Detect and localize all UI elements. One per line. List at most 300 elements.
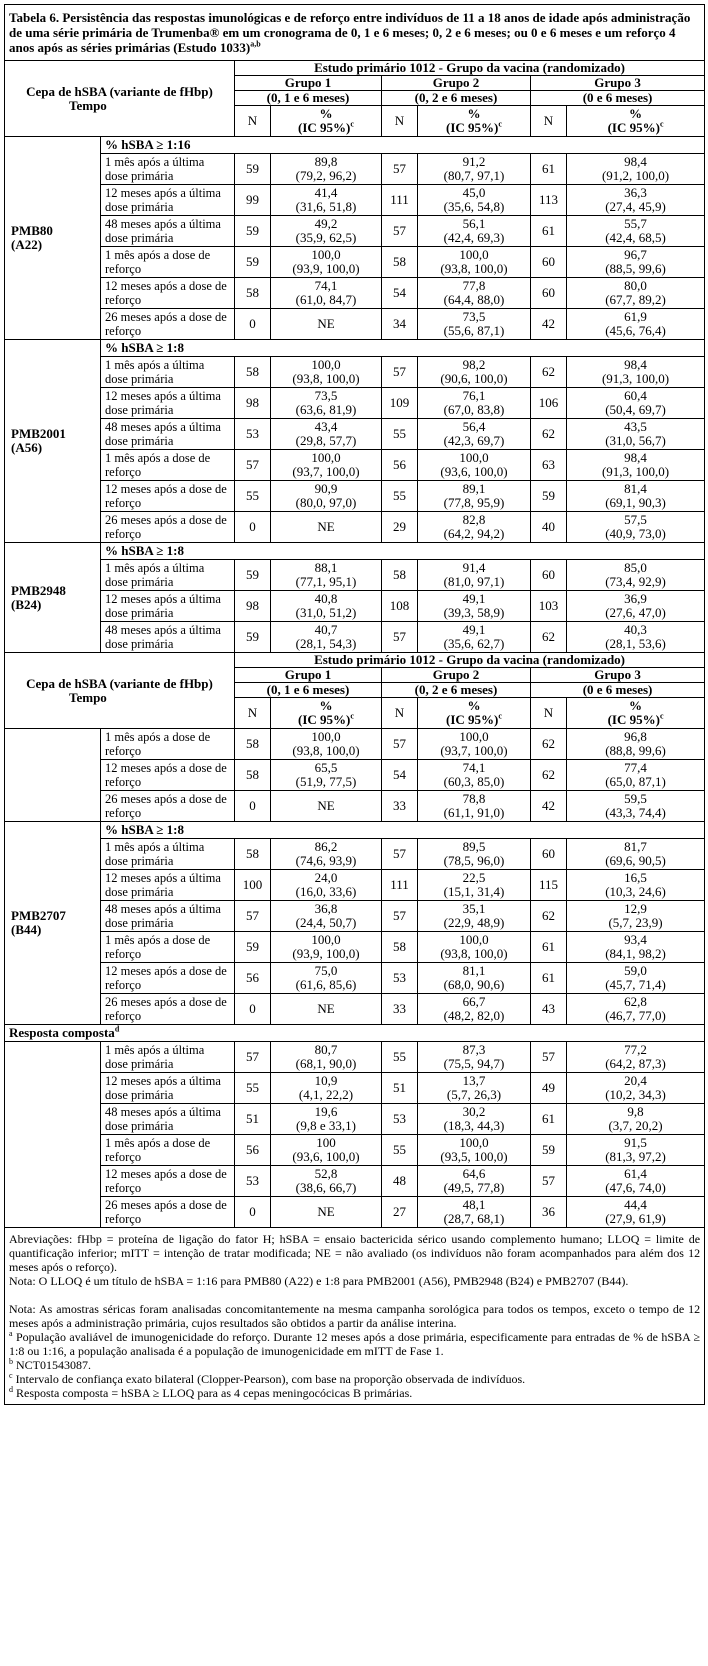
table-row: [5, 419, 705, 450]
ci-value: (79,2, 96,2): [295, 168, 357, 183]
ci-value: (45,7, 71,4): [605, 977, 666, 992]
criterion-label: % hSBA ≥ 1:8: [101, 340, 705, 357]
n-value-cell: 60: [531, 247, 567, 278]
composite-label-cell: [5, 1025, 705, 1042]
group-name-header: Grupo 2: [382, 76, 531, 91]
n-value-cell: 62: [531, 901, 567, 932]
ci-value: (9,8 e 33,1): [296, 1118, 356, 1133]
percent-value: 100: [316, 1135, 336, 1150]
group-name-header: Grupo 3: [531, 76, 705, 91]
ci-value: (50,4, 69,7): [605, 402, 666, 417]
ci-value: (93,8, 100,0): [292, 371, 360, 386]
percent-ci-cell: [567, 870, 705, 901]
percent-ci-cell: [271, 870, 382, 901]
percent-ci-cell: [418, 278, 531, 309]
n-value-cell: 57: [382, 216, 418, 247]
percent-ci-cell: [418, 591, 531, 622]
percent-value: 98,2: [462, 357, 486, 372]
ci-value: (45,6, 76,4): [605, 323, 666, 338]
table-row: [5, 388, 705, 419]
percent-ci-cell: [567, 760, 705, 791]
n-value-cell: 55: [382, 1042, 418, 1073]
percent-ci-cell: [271, 450, 382, 481]
ci-value: (29,8, 57,7): [295, 433, 357, 448]
n-value-cell: 34: [382, 309, 418, 340]
percent-ci-cell: [567, 791, 705, 822]
percent-ci-cell: [271, 560, 382, 591]
percent-value: 100,0: [311, 729, 341, 744]
percent-value: 91,5: [624, 1135, 647, 1150]
n-value-cell: 33: [382, 791, 418, 822]
percent-value: 81,4: [624, 481, 647, 496]
percent-value: 80,7: [314, 1042, 338, 1057]
n-value-cell: 57: [382, 357, 418, 388]
n-value-cell: 63: [531, 450, 567, 481]
abbreviations-note: Abreviações: fHbp = proteína de ligação do fator H; hSBA = ensaio bactericida sérico usando complemento humano; LLOQ = limite de quantificação inferior; mITT = intenção de tratar modificada; NE = não avaliado (os indivíduos não foram acompanhados para além dos 12 meses após o reforço).: [9, 1232, 701, 1274]
ci-value: (91,2, 100,0): [601, 168, 670, 183]
ci-value: (64,2, 94,2): [443, 526, 505, 541]
strain-name: PMB2707: [11, 908, 66, 923]
percent-ci-cell: [418, 622, 531, 653]
table-row: [5, 450, 705, 481]
table-row: [5, 1166, 705, 1197]
table-row: [5, 357, 705, 388]
percent-ci-cell: [271, 1166, 382, 1197]
ci-value: (93,6, 100,0): [440, 464, 508, 479]
ci-value: (43,3, 74,4): [605, 805, 666, 820]
percent-ci-cell: [567, 216, 705, 247]
percent-value: 16,5: [624, 870, 647, 885]
time-point-cell: 1 mês após a dose de reforço: [101, 932, 235, 963]
n-value-cell: 36: [531, 1197, 567, 1228]
document-page: [4, 4, 704, 1405]
percent-value: 49,1: [462, 622, 486, 637]
ci-value: (46,7, 77,0): [605, 1008, 666, 1023]
percent-value: 90,9: [314, 481, 338, 496]
percent-value: 65,5: [314, 760, 338, 775]
percent-ci-cell: [567, 309, 705, 340]
time-point-cell: 1 mês após a última dose primária: [101, 839, 235, 870]
ci-superscript: c: [498, 711, 502, 721]
n-value-cell: 51: [235, 1104, 271, 1135]
footnote-d-text: Resposta composta = hSBA ≥ LLOQ para as 4 cepas meningocócicas B primárias.: [16, 1386, 413, 1400]
ci-value: (88,5, 99,6): [605, 261, 666, 276]
ci-value: (35,6, 54,8): [443, 199, 505, 214]
percent-value: 40,8: [314, 591, 338, 606]
strain-variant: (B44): [11, 922, 42, 937]
time-point-cell: 26 meses após a dose de reforço: [101, 791, 235, 822]
percent-ci-cell: [567, 450, 705, 481]
ci-value: (69,6, 90,5): [605, 853, 666, 868]
percent-value: 59,5: [624, 791, 647, 806]
n-value-cell: 59: [235, 247, 271, 278]
percent-value: 66,7: [462, 994, 486, 1009]
group-schedule-header: (0, 2 e 6 meses): [382, 683, 531, 698]
percent-ci-cell: [567, 994, 705, 1025]
n-value-cell: 57: [382, 901, 418, 932]
strain-variant: (A56): [11, 440, 43, 455]
percent-label: %: [319, 698, 333, 713]
percent-value: 91,4: [462, 560, 486, 575]
percent-ci-cell: [271, 1104, 382, 1135]
percent-ci-cell: [271, 963, 382, 994]
percent-ci-cell: [271, 932, 382, 963]
table-row: [5, 901, 705, 932]
ci-value: (91,3, 100,0): [601, 464, 670, 479]
n-column-header: N: [531, 698, 567, 729]
ci-value: (15,1, 31,4): [443, 884, 505, 899]
ci-value: (73,4, 92,9): [605, 574, 666, 589]
ci-value: (91,3, 100,0): [601, 371, 670, 386]
percent-value: 61,9: [624, 309, 647, 324]
table-row: [5, 560, 705, 591]
ci-value: (38,6, 66,7): [295, 1180, 357, 1195]
percent-value: NE: [317, 798, 335, 813]
ci-value: (27,9, 61,9): [605, 1211, 666, 1226]
criterion-row: [5, 137, 705, 154]
percent-ci-cell: [567, 729, 705, 760]
time-point-cell: 12 meses após a dose de reforço: [101, 278, 235, 309]
percent-ci-cell: [567, 963, 705, 994]
ci-value: (65,0, 87,1): [605, 774, 666, 789]
time-point-cell: 26 meses após a dose de reforço: [101, 994, 235, 1025]
n-value-cell: 106: [531, 388, 567, 419]
n-value-cell: 57: [235, 1042, 271, 1073]
criterion-label: % hSBA ≥ 1:8: [101, 543, 705, 560]
percent-value: NE: [317, 1001, 335, 1016]
table-row: [5, 963, 705, 994]
n-value-cell: 60: [531, 560, 567, 591]
ci-value: (93,5, 100,0): [440, 1149, 508, 1164]
ci-value: (5,7, 23,9): [608, 915, 663, 930]
strain-name: PMB2001: [11, 426, 66, 441]
percent-value: 96,7: [624, 247, 647, 262]
percent-value: 56,1: [462, 216, 486, 231]
n-value-cell: 100: [235, 870, 271, 901]
n-value-cell: 55: [382, 419, 418, 450]
n-value-cell: 55: [235, 1073, 271, 1104]
n-value-cell: 59: [235, 622, 271, 653]
group-name-header: Grupo 1: [235, 76, 382, 91]
ci-value: (68,1, 90,0): [295, 1056, 357, 1071]
percent-label: %: [629, 698, 643, 713]
group-name-header: Grupo 2: [382, 668, 531, 683]
percent-ci-cell: [418, 791, 531, 822]
composite-superscript: d: [114, 1024, 120, 1034]
table-caption: [5, 5, 705, 61]
ci-value: (81,0, 97,1): [443, 574, 505, 589]
ci-value: (77,8, 95,9): [443, 495, 505, 510]
percent-ci-cell: [418, 1104, 531, 1135]
percent-ci-cell: [418, 963, 531, 994]
table-row: [5, 1135, 705, 1166]
percent-value: 86,2: [314, 839, 338, 854]
strain-name-cell: [5, 543, 101, 653]
n-value-cell: 27: [382, 1197, 418, 1228]
n-value-cell: 58: [382, 932, 418, 963]
table-row: [5, 760, 705, 791]
percent-ci-cell: [567, 154, 705, 185]
percent-ci-cell: [418, 154, 531, 185]
ci-label: (IC 95%): [298, 712, 351, 727]
percent-value: 44,4: [624, 1197, 647, 1212]
ci-value: (31,0, 56,7): [605, 433, 666, 448]
percent-value: 81,7: [624, 839, 647, 854]
percent-ci-cell: [271, 1197, 382, 1228]
table-row: [5, 247, 705, 278]
percent-ci-cell: [418, 388, 531, 419]
n-value-cell: 98: [235, 591, 271, 622]
percent-ci-cell: [271, 1073, 382, 1104]
caption-superscript: a,b: [250, 39, 261, 49]
percent-value: 76,1: [462, 388, 486, 403]
percent-value: 36,8: [314, 901, 338, 916]
n-value-cell: 113: [531, 185, 567, 216]
percent-ci-cell: [271, 1135, 382, 1166]
percent-ci-cell: [567, 1135, 705, 1166]
percent-ci-cell: [567, 419, 705, 450]
n-value-cell: 51: [382, 1073, 418, 1104]
n-value-cell: 53: [235, 419, 271, 450]
percent-ci-cell: [418, 560, 531, 591]
percent-value: 89,1: [462, 481, 486, 496]
ci-value: (93,8, 100,0): [292, 743, 360, 758]
time-point-cell: 1 mês após a última dose primária: [101, 357, 235, 388]
time-point-cell: 1 mês após a dose de reforço: [101, 247, 235, 278]
footnote-c: [9, 1372, 700, 1386]
percent-value: 60,4: [624, 388, 647, 403]
ci-value: (64,4, 88,0): [443, 292, 505, 307]
n-value-cell: 56: [235, 963, 271, 994]
n-column-header: N: [382, 106, 418, 137]
n-column-header: N: [235, 106, 271, 137]
n-value-cell: 54: [382, 278, 418, 309]
percent-ci-cell: [418, 247, 531, 278]
strain-continuation-cell: [5, 729, 101, 822]
ci-label: (IC 95%): [446, 120, 499, 135]
percent-value: 19,6: [314, 1104, 338, 1119]
ci-value: (78,5, 96,0): [443, 853, 505, 868]
ci-value: (31,6, 51,8): [295, 199, 357, 214]
percent-value: 100,0: [459, 1135, 489, 1150]
percent-value: 48,1: [462, 1197, 486, 1212]
percent-ci-cell: [418, 901, 531, 932]
ci-value: (61,0, 84,7): [295, 292, 357, 307]
percent-label: %: [467, 106, 481, 121]
table-row: [5, 309, 705, 340]
n-column-header: N: [382, 698, 418, 729]
time-point-cell: 12 meses após a última dose primária: [101, 185, 235, 216]
percent-ci-cell: [567, 1104, 705, 1135]
n-value-cell: 59: [235, 154, 271, 185]
percent-value: 93,4: [624, 932, 647, 947]
n-value-cell: 58: [235, 760, 271, 791]
n-value-cell: 57: [382, 729, 418, 760]
ci-value: (28,7, 68,1): [443, 1211, 505, 1226]
strain-time-header: [5, 653, 235, 729]
percent-ci-cell: [567, 481, 705, 512]
ci-value: (84,1, 98,2): [605, 946, 666, 961]
time-point-cell: 12 meses após a última dose primária: [101, 1073, 235, 1104]
n-value-cell: 59: [235, 932, 271, 963]
percent-ci-cell: [418, 729, 531, 760]
ci-value: (61,6, 85,6): [295, 977, 357, 992]
strain-header-label: Cepa de hSBA (variante de fHbp): [26, 675, 213, 691]
n-value-cell: 58: [235, 278, 271, 309]
time-point-cell: 12 meses após a dose de reforço: [101, 963, 235, 994]
percent-ci-cell: [567, 512, 705, 543]
percent-value: 9,8: [627, 1104, 644, 1119]
percent-value: 88,1: [314, 560, 338, 575]
time-point-cell: 12 meses após a última dose primária: [101, 591, 235, 622]
n-value-cell: 58: [382, 247, 418, 278]
ci-value: (93,8, 100,0): [440, 261, 508, 276]
percent-value: 64,6: [462, 1166, 486, 1181]
ci-value: (93,9, 100,0): [292, 261, 360, 276]
n-value-cell: 60: [531, 839, 567, 870]
percent-ci-cell: [418, 450, 531, 481]
group-schedule-header: (0, 2 e 6 meses): [382, 91, 531, 106]
criterion-label: % hSBA ≥ 1:16: [101, 137, 705, 154]
ci-value: (40,9, 73,0): [605, 526, 666, 541]
n-value-cell: 62: [531, 760, 567, 791]
percent-value: 36,3: [624, 185, 647, 200]
n-value-cell: 57: [235, 450, 271, 481]
composite-label: Resposta composta: [9, 1025, 115, 1040]
percent-ci-cell: [271, 622, 382, 653]
ci-value: (42,4, 68,5): [605, 230, 666, 245]
ci-value: (93,7, 100,0): [292, 464, 360, 479]
ci-value: (63,6, 81,9): [295, 402, 357, 417]
percent-ci-cell: [271, 216, 382, 247]
group-schedule-header: (0 e 6 meses): [531, 683, 705, 698]
n-value-cell: 42: [531, 309, 567, 340]
percent-value: NE: [317, 519, 335, 534]
percent-value: 80,0: [624, 278, 647, 293]
ci-value: (81,3, 97,2): [605, 1149, 666, 1164]
study-header: Estudo primário 1012 - Grupo da vacina (randomizado): [235, 653, 705, 668]
percent-ci-cell: [418, 512, 531, 543]
time-point-cell: 12 meses após a dose de reforço: [101, 481, 235, 512]
lloq-note: Nota: O LLOQ é um título de hSBA = 1:16 para PMB80 (A22) e 1:8 para PMB2001 (A56), PMB2948 (B24) e PMB2707 (B44).: [9, 1274, 629, 1288]
table-row: [5, 1197, 705, 1228]
n-value-cell: 109: [382, 388, 418, 419]
ci-value: (51,9, 77,5): [295, 774, 357, 789]
n-value-cell: 59: [235, 216, 271, 247]
n-value-cell: 111: [382, 870, 418, 901]
ci-value: (47,6, 74,0): [605, 1180, 666, 1195]
table-row: [5, 216, 705, 247]
percent-value: 73,5: [314, 388, 338, 403]
percent-ci-cell: [418, 185, 531, 216]
percent-value: 43,5: [624, 419, 647, 434]
time-point-cell: 48 meses após a última dose primária: [101, 622, 235, 653]
percent-value: 100,0: [459, 450, 489, 465]
percent-ci-cell: [418, 419, 531, 450]
ci-value: (31,0, 51,2): [295, 605, 357, 620]
percent-ci-cell: [271, 729, 382, 760]
footnote-b-mark: b: [9, 1357, 13, 1366]
percent-value: 45,0: [462, 185, 486, 200]
n-value-cell: 61: [531, 932, 567, 963]
n-column-header: N: [531, 106, 567, 137]
percent-ci-cell: [271, 839, 382, 870]
ci-label-line: [422, 713, 526, 727]
footnote-d-mark: d: [9, 1385, 13, 1394]
percent-value: 85,0: [624, 560, 647, 575]
percent-label: %: [319, 106, 333, 121]
percent-ci-cell: [567, 388, 705, 419]
ci-label-line: [422, 121, 526, 135]
n-value-cell: 57: [382, 154, 418, 185]
n-value-cell: 58: [235, 357, 271, 388]
percent-value: 61,4: [624, 1166, 647, 1181]
percent-ci-cell: [567, 1197, 705, 1228]
n-value-cell: 0: [235, 994, 271, 1025]
table-footnotes: [5, 1228, 705, 1405]
table-row: [5, 278, 705, 309]
time-point-cell: 1 mês após a dose de reforço: [101, 1135, 235, 1166]
ci-value: (49,5, 77,8): [443, 1180, 505, 1195]
ci-value: (4,1, 22,2): [298, 1087, 354, 1102]
footnote-b: [9, 1358, 700, 1372]
percent-ci-cell: [567, 932, 705, 963]
percent-value: 30,2: [462, 1104, 486, 1119]
caption-text: Tabela 6. Persistência das respostas imunológicas e de reforço entre indivíduos de 11 a 18 anos de idade após administração de uma série primária de Trumenba® em um cronograma de 0, 1 e 6 meses; 0, 2 e 6 meses; ou 0 e 6 meses e um reforço 4 anos após as séries primárias (Estudo 1033): [9, 10, 691, 55]
n-column-header: N: [235, 698, 271, 729]
percent-value: 49,1: [462, 591, 486, 606]
percent-ci-cell: [271, 419, 382, 450]
time-point-cell: 26 meses após a dose de reforço: [101, 512, 235, 543]
ci-value: (93,7, 100,0): [440, 743, 508, 758]
table-row: [5, 839, 705, 870]
ci-value: (28,1, 53,6): [605, 636, 666, 651]
percent-value: 20,4: [624, 1073, 647, 1088]
group-schedule-header: (0, 1 e 6 meses): [235, 91, 382, 106]
percent-value: 100,0: [459, 247, 489, 262]
percent-value: 10,9: [314, 1073, 338, 1088]
percent-value: 62,8: [624, 994, 647, 1009]
time-point-cell: 26 meses após a dose de reforço: [101, 309, 235, 340]
percent-value: 100,0: [311, 357, 341, 372]
time-point-cell: 48 meses após a última dose primária: [101, 216, 235, 247]
time-point-cell: 48 meses após a última dose primária: [101, 901, 235, 932]
ci-value: (69,1, 90,3): [605, 495, 666, 510]
table-row: [5, 1042, 705, 1073]
n-value-cell: 62: [531, 622, 567, 653]
percent-value: 52,8: [314, 1166, 338, 1181]
percent-column-header: [567, 698, 705, 729]
strain-header-label: Cepa de hSBA (variante de fHbp): [26, 83, 213, 99]
percent-ci-cell: [567, 901, 705, 932]
n-value-cell: 49: [531, 1073, 567, 1104]
footnote-c-mark: c: [9, 1371, 13, 1380]
time-point-cell: 12 meses após a dose de reforço: [101, 760, 235, 791]
ci-value: (93,9, 100,0): [292, 946, 360, 961]
n-value-cell: 48: [382, 1166, 418, 1197]
percent-value: 100,0: [459, 729, 489, 744]
percent-ci-cell: [567, 591, 705, 622]
percent-value: 74,1: [462, 760, 486, 775]
ci-value: (74,6, 93,9): [295, 853, 357, 868]
percent-column-header: [271, 106, 382, 137]
percent-ci-cell: [418, 1042, 531, 1073]
table-row: [5, 791, 705, 822]
immunogenicity-table: [4, 4, 705, 1405]
n-value-cell: 53: [382, 963, 418, 994]
percent-ci-cell: [271, 309, 382, 340]
time-point-cell: 48 meses após a última dose primária: [101, 419, 235, 450]
